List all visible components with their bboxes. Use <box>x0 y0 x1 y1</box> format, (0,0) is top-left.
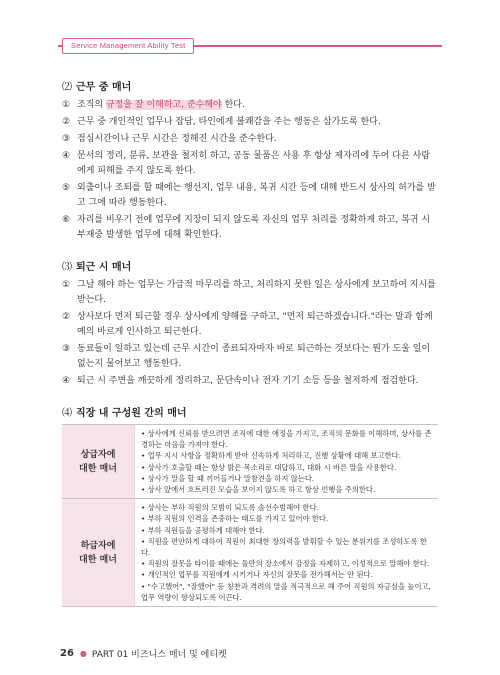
item-text: 상사보다 먼저 퇴근할 경우 상사에게 양해를 구하고, "먼저 퇴근하겠습니다."라는 말과 함께 예의 바르게 인사하고 퇴근한다. <box>77 312 433 337</box>
section-heading <box>62 78 438 93</box>
table-row <box>62 499 438 607</box>
row-label-subordinate <box>62 499 135 607</box>
bullet-item: • 직원의 잘못을 타이를 때에는 둘만의 장소에서 감정을 자제하고, 이성적으로 말해야 한다. <box>141 559 430 569</box>
row-label-superior <box>62 425 135 499</box>
item-text: 점심시간이나 근무 시간은 정해진 시간을 준수한다. <box>77 134 277 144</box>
row-content <box>135 425 439 499</box>
list-item <box>62 374 438 389</box>
bullet-item: • 상사에게 신뢰를 받으려면 조직에 대한 애정을 가지고, 조직의 문화를 이해하며, 상사를 존경하는 마음을 가져야 한다. <box>141 429 432 450</box>
page-number: 26 <box>60 648 74 659</box>
section-number: ⑷ <box>62 408 72 419</box>
row-label-line: 대한 매너 <box>79 463 117 474</box>
bullet-dot-icon: ● <box>79 649 87 658</box>
item-number: ③ <box>62 134 71 144</box>
part-title: PART 01 비즈니스 매너 및 에티켓 <box>91 650 227 660</box>
section-number: ⑵ <box>62 82 72 93</box>
bullet-item: • 상사는 부하 직원의 모범이 되도록 솔선수범해야 한다. <box>141 503 319 513</box>
row-label-line: 하급자에 <box>80 540 116 551</box>
item-text <box>77 98 438 113</box>
list-item <box>62 278 438 308</box>
page-content <box>62 78 438 607</box>
bullet-item: • 상사가 말을 할 때 끼어들거나 말참견을 하지 않는다. <box>141 473 315 483</box>
section-title: 근무 중 매너 <box>76 82 132 93</box>
bullet-item: • "수고했어", "잘했어" 등 칭찬과 격려의 말을 적극적으로 해 주어 직원의 자긍심을 높이고, 업무 역량이 향상되도록 이끈다. <box>141 581 431 602</box>
list-item <box>62 213 438 243</box>
row-label-line: 상급자에 <box>80 449 116 460</box>
bullet-item: • 개인적인 업무를 직원에게 시키거나 자신의 잘못을 전가해서는 안 된다. <box>141 570 373 580</box>
bullet-item: • 부하 직원의 인격을 존중하는 태도를 가지고 있어야 한다. <box>141 514 329 524</box>
item-number: ⑥ <box>62 215 71 225</box>
item-number: ③ <box>62 344 71 354</box>
item-text: 동료들이 일하고 있는데 근무 시간이 종료되자마자 바로 퇴근하는 것보다는 뭔가 도울 일이 없는지 물어보고 행동한다. <box>77 344 431 369</box>
list-item <box>62 98 438 113</box>
item-text: 문서의 정리, 분류, 보관을 철저히 하고, 공동 물품은 사용 후 항상 제자리에 두어 다른 사람에게 피해를 주지 않도록 한다. <box>77 151 430 176</box>
item-text: 퇴근 시 주변을 깨끗하게 정리하고, 문단속이나 전자 기기 소등 등을 철저하게 점검한다. <box>77 376 419 386</box>
item-number: ⑤ <box>62 183 71 193</box>
item-number: ④ <box>62 376 71 386</box>
item-text: 외출이나 조퇴를 할 때에는 행선지, 업무 내용, 복귀 시간 등에 대해 반드시 상사의 허가를 받고 그에 따라 행동한다. <box>77 183 436 208</box>
list-item <box>62 132 438 147</box>
item-text-pre: 조직의 <box>77 100 106 110</box>
bullet-item: • 업무 지시 사항을 정확하게 받아 신속하게 처리하고, 진행 상황에 대해 보고한다. <box>141 451 402 461</box>
section-number: ⑶ <box>62 262 72 273</box>
page-footer <box>60 647 227 660</box>
bullet-item: • 상사 앞에서 흐트러진 모습을 보이지 않도록 하고 항상 언행을 주의한다. <box>141 485 376 495</box>
item-number: ② <box>62 117 71 127</box>
list-item <box>62 181 438 211</box>
section-title: 퇴근 시 매너 <box>76 262 132 273</box>
section-heading <box>62 258 438 273</box>
bullet-item: • 부하 직원들을 공평하게 대해야 한다. <box>141 525 265 535</box>
row-label-line: 대한 매너 <box>79 554 117 565</box>
item-number: ① <box>62 100 71 110</box>
item-number: ① <box>62 280 71 290</box>
list-item <box>62 310 438 340</box>
item-text: 자리를 비우기 전에 업무에 지장이 되지 않도록 자신의 업무 처리를 정확하게 하고, 복귀 시 부재중 발생한 업무에 대해 확인한다. <box>77 215 431 240</box>
item-text: 근무 중 개인적인 업무나 잡담, 타인에게 불쾌감을 주는 행동은 삼가도록 한다. <box>77 117 381 127</box>
manner-table <box>62 424 438 607</box>
bullet-item: • 상사가 호출할 때는 항상 밝은 목소리로 대답하고, 대화 시 바른 말을 사용한다. <box>141 462 397 472</box>
section-heading <box>62 404 438 419</box>
list-item <box>62 115 438 130</box>
row-content <box>135 499 439 607</box>
item-number: ② <box>62 312 71 322</box>
item-text: 그날 해야 하는 업무는 가급적 마무리를 하고, 처리하지 못한 일은 상사에게 보고하여 지시를 받는다. <box>77 280 436 305</box>
table-row <box>62 425 438 499</box>
header-tag: Service Management Ability Test <box>62 38 194 54</box>
list-item <box>62 149 438 179</box>
section-title: 직장 내 구성원 간의 매너 <box>76 408 187 419</box>
bullet-item: • 직원을 편안하게 대하여 직원이 최대한 창의력을 발휘할 수 있는 분위기를 조성하도록 한다. <box>141 536 427 558</box>
list-item <box>62 342 438 372</box>
item-number: ④ <box>62 151 71 161</box>
highlighted-text: 규정을 잘 이해하고, 준수해야 <box>105 100 222 110</box>
item-text-post: 한다. <box>221 100 245 110</box>
